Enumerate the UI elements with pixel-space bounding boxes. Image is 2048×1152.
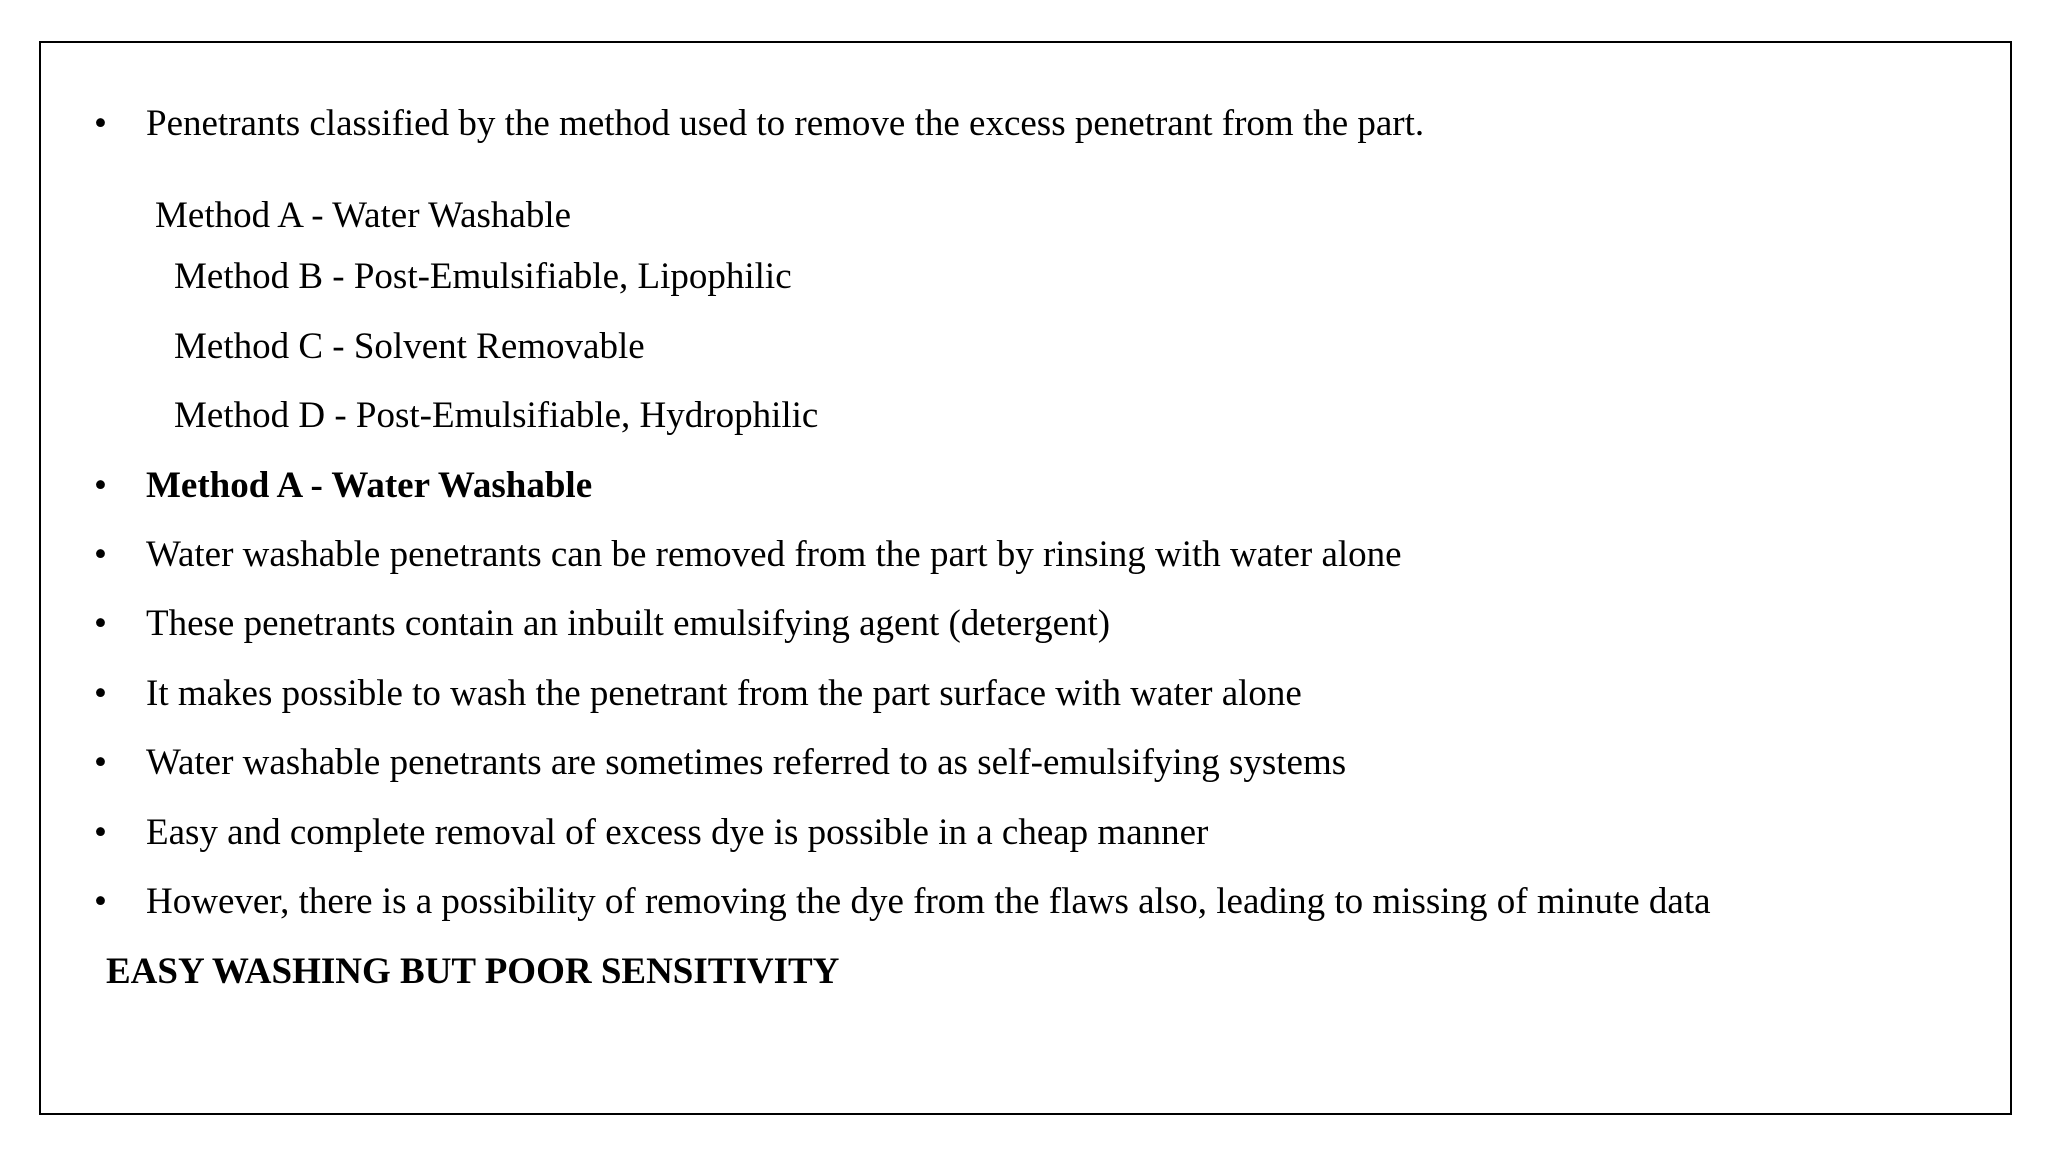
- bullet-marker: •: [94, 103, 107, 144]
- bullet-marker: •: [94, 812, 107, 853]
- method-d-item: Method D - Post-Emulsifiable, Hydrophilic: [174, 395, 819, 436]
- point-item: Water washable penetrants can be removed from the part by rinsing with water alone: [146, 534, 1402, 575]
- bullet-marker: •: [94, 881, 107, 922]
- bullet-marker: •: [94, 465, 107, 506]
- method-c-item: Method C - Solvent Removable: [174, 326, 645, 367]
- method-a-item: Method A - Water Washable: [155, 195, 572, 236]
- point-item: Easy and complete removal of excess dye is possible in a cheap manner: [146, 812, 1209, 853]
- bullet-marker: •: [94, 534, 107, 575]
- point-item: These penetrants contain an inbuilt emulsifying agent (detergent): [146, 603, 1111, 644]
- bullet-marker: •: [94, 742, 107, 783]
- method-b-item: Method B - Post-Emulsifiable, Lipophilic: [174, 256, 792, 297]
- point-item: It makes possible to wash the penetrant from the part surface with water alone: [146, 673, 1302, 714]
- point-item: However, there is a possibility of removing the dye from the flaws also, leading to missing of minute data: [146, 881, 1711, 922]
- point-item: Water washable penetrants are sometimes referred to as self-emulsifying systems: [146, 742, 1347, 783]
- section-heading: Method A - Water Washable: [146, 465, 593, 506]
- bullet-marker: •: [94, 603, 107, 644]
- conclusion-text: EASY WASHING BUT POOR SENSITIVITY: [106, 951, 840, 992]
- intro-text: Penetrants classified by the method used to remove the excess penetrant from the part.: [146, 103, 1425, 144]
- bullet-marker: •: [94, 673, 107, 714]
